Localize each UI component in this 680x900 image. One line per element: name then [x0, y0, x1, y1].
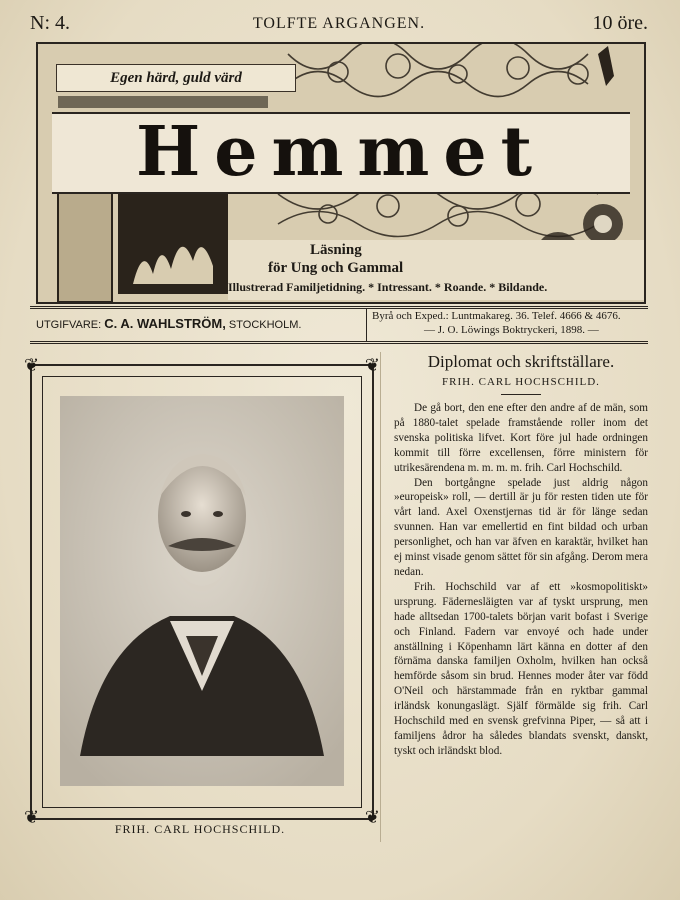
- publisher-row: [30, 306, 648, 344]
- publisher-label: UTGIFVARE:: [36, 319, 102, 331]
- article-paragraph: De gå bort, den ene efter den andre af de män, som på 1880-talet spelade framstående roller inom det svenska politiska lifvet. Kort före jul hade ordningen kommit till förre excellensen, förre ministern för utrikesärendena m. m. m. m. frih. Carl Hochschild.: [394, 402, 648, 474]
- title-band: [52, 112, 630, 194]
- article-paragraph: Frih. Hochschild var af ett »kosmopolitiskt» ursprung. Fädernesläigten var af tyskt ursprung, men hade alltsedan 1700-talets början varit bofast i Sverige och Finland. Fadern var envoyé och hade under anställning i Köpenhamn lärt känna en dotter af den förnäma danska familjen Oxholm, hvilken han också hemförde såsom sin brud. Hennes moder åter var född O'Neil och härstammade från en ryktbar gammal irländsk konungaslägt. Själf förmälde sig frih. Carl Hochschild med en svensk grefvinna Piper, — så att i familjens ådror ha således blandats svenskt, danskt, tyskt och irländskt blod.: [394, 580, 648, 757]
- article-paragraph: Den bortgångne spelade just aldrig någon »europeisk» roll, — dertill är ju för resten tiden ute för vårt land. Axel Oxenstjernas tid är för länge sedan svunnen. Han var emellertid en fint bildad och urban personlighet, och han var äfven en karaktär, hvilket han ej minst visade genom sättet för sin afgång. Derom mera nedan.: [394, 476, 648, 578]
- masthead: [36, 42, 646, 304]
- portrait-photo: [60, 396, 344, 786]
- portrait-caption: FRIH. CARL HOCHSCHILD.: [114, 822, 286, 836]
- portrait-illustration: [60, 396, 344, 786]
- price: 10 öre.: [592, 12, 648, 34]
- column-rule: [380, 352, 381, 842]
- subtitle-line-2: för Ung och Gammal: [268, 260, 404, 276]
- subtitle-line-1: Läsning: [310, 242, 362, 258]
- publisher-name: C. A. WAHLSTRÖM,: [104, 316, 226, 331]
- corner-ornament-icon: ❦: [24, 355, 40, 376]
- article-title: Diplomat och skriftställare.: [427, 352, 615, 371]
- divider: [366, 309, 367, 341]
- article-subtitle: FRIH. CARL HOCHSCHILD.: [442, 376, 600, 388]
- office-address: Byrå och Exped.: Luntmakareg. 36. Telef. 4666 & 4676.: [372, 310, 621, 322]
- motto-banner: Egen härd, guld värd: [56, 64, 296, 92]
- publisher-city: STOCKHOLM.: [228, 319, 302, 331]
- portrait-frame: [24, 355, 380, 828]
- corner-ornament-icon: ❦: [364, 807, 380, 828]
- subtitle-box: [228, 240, 646, 300]
- issue-number: N: 4.: [30, 12, 70, 34]
- title-rule: [501, 394, 541, 395]
- subtitle-line-3: Illustrerad Familjetidning. * Intressant. * Roande. * Bildande.: [228, 280, 548, 294]
- newspaper-title: Hemmet: [135, 112, 547, 192]
- corner-ornament-icon: ❦: [24, 807, 40, 828]
- volume-label: TOLFTE ARGANGEN.: [252, 15, 426, 32]
- printer-line: — J. O. Löwings Boktryckeri, 1898. —: [424, 324, 599, 336]
- top-line: [30, 12, 648, 36]
- corner-ornament-icon: ❦: [364, 355, 380, 376]
- publisher-info: [36, 316, 301, 331]
- article: [394, 352, 648, 759]
